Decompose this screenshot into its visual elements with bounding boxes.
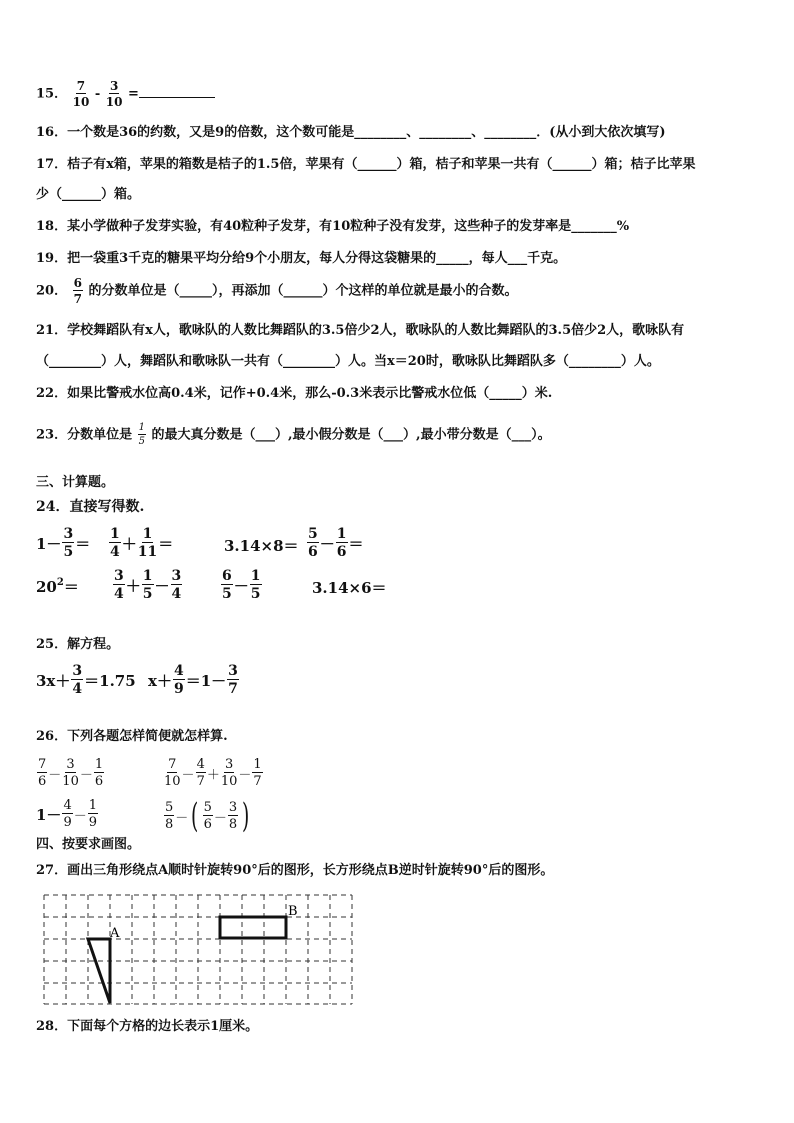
fraction: 3 10 — [62, 757, 79, 789]
fraction: 3 5 — [63, 526, 74, 560]
question-23: 23．分数单位是 $\frac{1}{5}$ 的最大真分数是（___）,最小假分数是（___）,最小带分数是（___）。 — [36, 422, 551, 447]
fraction: $\frac{1}{5}$ — [138, 422, 145, 447]
equation-2: x＋ 4 9 ＝1－ 3 7 — [148, 663, 238, 697]
question-25-title: 25．解方程。 — [36, 637, 120, 652]
fraction: 1 5 — [250, 568, 261, 602]
fraction: 5 6 — [308, 526, 318, 560]
calc-6: 3 4 ＋ 1 5 － 3 4 — [114, 568, 182, 602]
fraction: 3 4 — [114, 568, 124, 602]
fraction: 4 7 — [196, 757, 205, 789]
fraction: 3 8 — [228, 800, 238, 832]
calc-4: 5 6 － 1 6 ＝ — [308, 526, 364, 560]
fraction: 3 4 — [171, 568, 182, 602]
section-4-heading: 四、按要求画图。 — [36, 837, 141, 852]
question-17-line1: 17．桔子有x箱，苹果的箱数是桔子的1.5倍，苹果有（______）箱，桔子和苹果一共有（______）箱；桔子比苹果 — [36, 157, 696, 172]
question-28: 28．下面每个方格的边长表示1厘米。 — [36, 1019, 259, 1034]
point-b-label: B — [288, 904, 298, 919]
calc-1: 1－ 3 5 ＝ — [36, 526, 91, 560]
question-20: 20． $\frac{6}{7}$ 的分数单位是（_____），再添加（______）个这样的单位就是最小的合数。 — [36, 276, 518, 306]
rectangle-shape — [220, 917, 286, 938]
fraction: 1 11 — [137, 526, 158, 560]
fraction: 7 10 — [164, 757, 181, 789]
calc-8: 3.14×6＝ — [312, 579, 387, 597]
fraction: 1 5 — [142, 568, 153, 602]
simplify-1: 7 6 － 3 10 － 1 6 — [38, 757, 104, 789]
triangle-shape — [88, 939, 110, 1003]
question-26-title: 26．下列各题怎样简便就怎样算. — [36, 729, 228, 744]
calc-3: 3.14×8＝ — [224, 537, 299, 555]
question-16: 16．一个数是36的约数，又是9的倍数，这个数可能是________、________、________．(从小到大依次填写) — [36, 125, 666, 140]
equation-1: 3x＋ 3 4 ＝1.75 — [36, 663, 136, 697]
fraction: 7 6 — [38, 757, 47, 789]
simplify-4: 5 8 － ( 5 6 － 3 8 ) — [165, 796, 250, 836]
fraction: 1 6 — [94, 757, 104, 789]
question-15: 15． $\frac{7}{10}$ - $\frac{3}{10}$ = — [36, 80, 215, 108]
answer-blank[interactable] — [139, 85, 215, 98]
fraction: 3 10 — [220, 757, 238, 789]
fraction: 1 9 — [88, 798, 98, 830]
question-21-line2: （________）人，舞蹈队和歌咏队一共有（________）人。当x＝20时，歌咏队比舞蹈队多（________）人。 — [36, 354, 660, 369]
fraction: 3 4 — [72, 663, 83, 697]
question-27: 27．画出三角形绕点A顺时针旋转90°后的图形，长方形绕点B逆时针旋转90°后的图形。 — [36, 863, 554, 878]
question-17-line2: 少（______）箱。 — [36, 187, 141, 202]
calc-7: 6 5 － 1 5 — [222, 568, 261, 602]
simplify-3: 1－ 4 9 － 1 9 — [36, 798, 98, 830]
question-18: 18．某小学做种子发芽实验，有40粒种子发芽，有10粒种子没有发芽，这些种子的发芽率是_______% — [36, 219, 630, 234]
calc-2: 1 4 ＋ 1 11 ＝ — [110, 526, 174, 560]
fraction: 5 8 — [165, 800, 174, 832]
fraction: 4 9 — [173, 663, 184, 697]
fraction: 6 5 — [222, 568, 232, 602]
fraction: $\frac{3}{10}$ — [105, 79, 123, 109]
fraction: $\frac{7}{10}$ — [72, 79, 90, 109]
fraction: 3 7 — [228, 663, 238, 697]
fraction: 1 7 — [253, 757, 262, 789]
question-22: 22．如果比警戒水位高0.4米，记作+0.4米，那么-0.3米表示比警戒水位低（_____）米. — [36, 386, 553, 401]
fraction: 5 6 — [203, 800, 212, 832]
fraction: 1 6 — [336, 526, 347, 560]
question-21-line1: 21．学校舞蹈队有x人，歌咏队的人数比舞蹈队的3.5倍少2人，歌咏队的人数比舞蹈队的3.5倍少2人，歌咏队有 — [36, 323, 685, 338]
calc-5: 20 $^2$ ＝ — [36, 577, 79, 596]
fraction: 1 4 — [110, 526, 120, 560]
simplify-2: 7 10 － 4 7 ＋ 3 10 － 1 7 — [164, 757, 262, 789]
question-19: 19．把一袋重3千克的糖果平均分给9个小朋友，每人分得这袋糖果的_____，每人___千克。 — [36, 251, 567, 266]
fraction: 4 9 — [63, 798, 72, 830]
question-24-title: 24．直接写得数. — [36, 499, 145, 515]
fraction: $\frac{6}{7}$ — [73, 276, 82, 306]
point-a-label: A — [110, 926, 120, 941]
grid-drawing — [40, 890, 360, 1010]
section-3-heading: 三、计算题。 — [36, 475, 115, 490]
